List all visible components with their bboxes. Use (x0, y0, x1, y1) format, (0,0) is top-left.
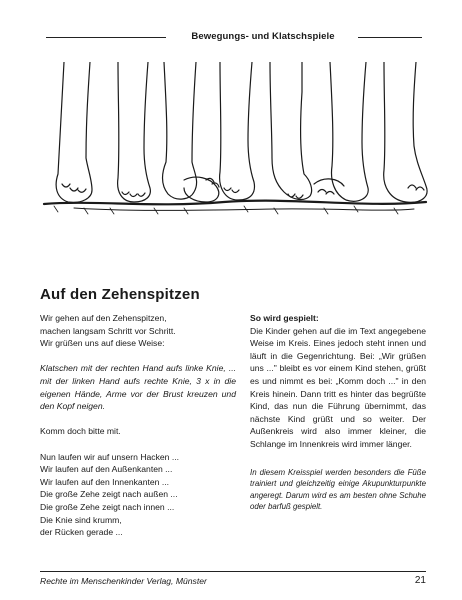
verse-line: machen langsam Schritt vor Schritt. (40, 325, 176, 336)
verse-line: Die große Zehe zeigt nach innen ... (40, 501, 175, 512)
footer-rule (40, 571, 426, 572)
how-to-play-heading: So wird gespielt: (250, 313, 319, 323)
feet-illustration (34, 62, 434, 222)
section-title: Bewegungs- und Klatschspiele (191, 31, 335, 42)
game-title: Auf den Zehenspitzen (40, 286, 200, 303)
verse-line: der Rücken gerade ... (40, 527, 123, 538)
rights-notice: Rechte im Menschenkinder Verlag, Münster (40, 576, 207, 586)
refrain: Komm doch bitte mit. (40, 426, 121, 437)
page-number: 21 (414, 575, 426, 586)
verse-line: Die große Zehe zeigt nach außen ... (40, 489, 178, 500)
header-rule-left (46, 37, 166, 38)
clapping-instruction: Klatschen mit der rechten Hand aufs linke Knie, ... mit der linken Hand aufs rechte Knie, 3 x in die eigenen Hände, Arme vor der Brust kreuzen und den Kopf neigen. (40, 363, 236, 412)
verse-line: Nun laufen wir auf unsern Hacken ... (40, 451, 180, 462)
instructions-column (250, 312, 426, 513)
verse-column (40, 312, 236, 539)
verse-line: Wir grüßen uns auf diese Weise: (40, 338, 165, 349)
how-to-play-text: Die Kinder gehen auf die im Text angegebene Weise im Kreis. Eines jedoch steht innen und läuft in die Gegenrichtung. Bei: „Wir grüßen uns ..." bleibt es vor einem Kind stehen, grüßt es und nimmt es bei: „Komm doch ..." in den Kreis hinein. Dann tritt es hinter das begrüßte Kind, das nun die Führung übernimmt, das nächste Kind grüßt und so weiter. Der Außenkreis wird also immer kleiner, die Schlange im Innenkreis wird immer länger. (250, 325, 426, 449)
exercise-note: In diesem Kreisspiel werden besonders die Füße trainiert und gleichzeitig einige Akupunkturpunkte angeregt. Darum wird es am besten ohne Schuhe oder barfuß gespielt. (250, 467, 426, 512)
verse-line: Die Knie sind krumm, (40, 514, 122, 525)
header-rule-right (358, 37, 422, 38)
verse-line: Wir gehen auf den Zehenspitzen, (40, 313, 167, 323)
verse-line: Wir laufen auf den Außenkanten ... (40, 464, 173, 475)
page-header (46, 30, 422, 44)
verse-line: Wir laufen auf den Innenkanten ... (40, 476, 169, 487)
